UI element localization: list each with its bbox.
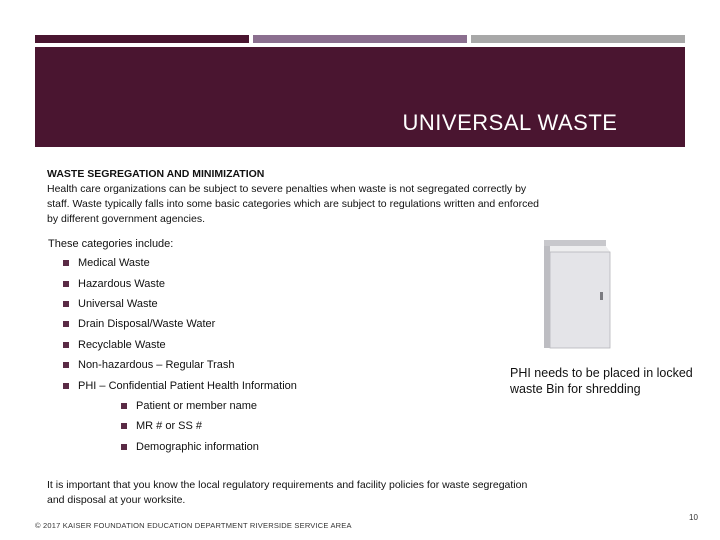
categories-title: These categories include: bbox=[48, 238, 174, 250]
accent-strip-mid bbox=[253, 35, 467, 43]
square-bullet-icon bbox=[63, 281, 69, 287]
list-subitem: MR # or SS # bbox=[58, 416, 297, 436]
list-item: PHI – Confidential Patient Health Information bbox=[58, 375, 297, 395]
square-bullet-icon bbox=[121, 403, 127, 409]
square-bullet-icon bbox=[63, 362, 69, 368]
square-bullet-icon bbox=[63, 301, 69, 307]
intro-text: Health care organizations can be subject to severe penalties when waste is not segregated correctly by staff. Waste typically falls into some basic categories which are subject to regulations written and enforced by different government agencies. bbox=[47, 183, 539, 225]
list-item: Universal Waste bbox=[58, 294, 297, 314]
list-item: Drain Disposal/Waste Water bbox=[58, 314, 297, 334]
list-item: Hazardous Waste bbox=[58, 273, 297, 293]
phi-note: PHI needs to be placed in locked waste Bin for shredding bbox=[510, 366, 693, 396]
title-banner bbox=[35, 47, 685, 147]
square-bullet-icon bbox=[63, 321, 69, 327]
locked-waste-bin-icon bbox=[540, 238, 612, 350]
list-subitem: Patient or member name bbox=[58, 396, 297, 416]
accent-strip-dark bbox=[35, 35, 249, 43]
square-bullet-icon bbox=[63, 383, 69, 389]
intro-block bbox=[47, 167, 547, 227]
accent-strip-light bbox=[471, 35, 685, 43]
list-subitem: Demographic information bbox=[58, 437, 297, 457]
list-item: Medical Waste bbox=[58, 253, 297, 273]
categories-list bbox=[58, 253, 297, 457]
page-number: 10 bbox=[689, 513, 698, 522]
closing-text: It is important that you know the local regulatory requirements and facility policies for waste segregation and disposal at your worksite. bbox=[47, 479, 528, 506]
list-item: Non-hazardous – Regular Trash bbox=[58, 355, 297, 375]
slide-title: UNIVERSAL WASTE bbox=[402, 110, 618, 135]
footer-text: © 2017 KAISER FOUNDATION EDUCATION DEPARTMENT RIVERSIDE SERVICE AREA bbox=[35, 521, 352, 530]
intro-heading: WASTE SEGREGATION AND MINIMIZATION bbox=[47, 168, 265, 180]
list-item: Recyclable Waste bbox=[58, 335, 297, 355]
square-bullet-icon bbox=[63, 260, 69, 266]
square-bullet-icon bbox=[121, 444, 127, 450]
square-bullet-icon bbox=[121, 423, 127, 429]
square-bullet-icon bbox=[63, 342, 69, 348]
